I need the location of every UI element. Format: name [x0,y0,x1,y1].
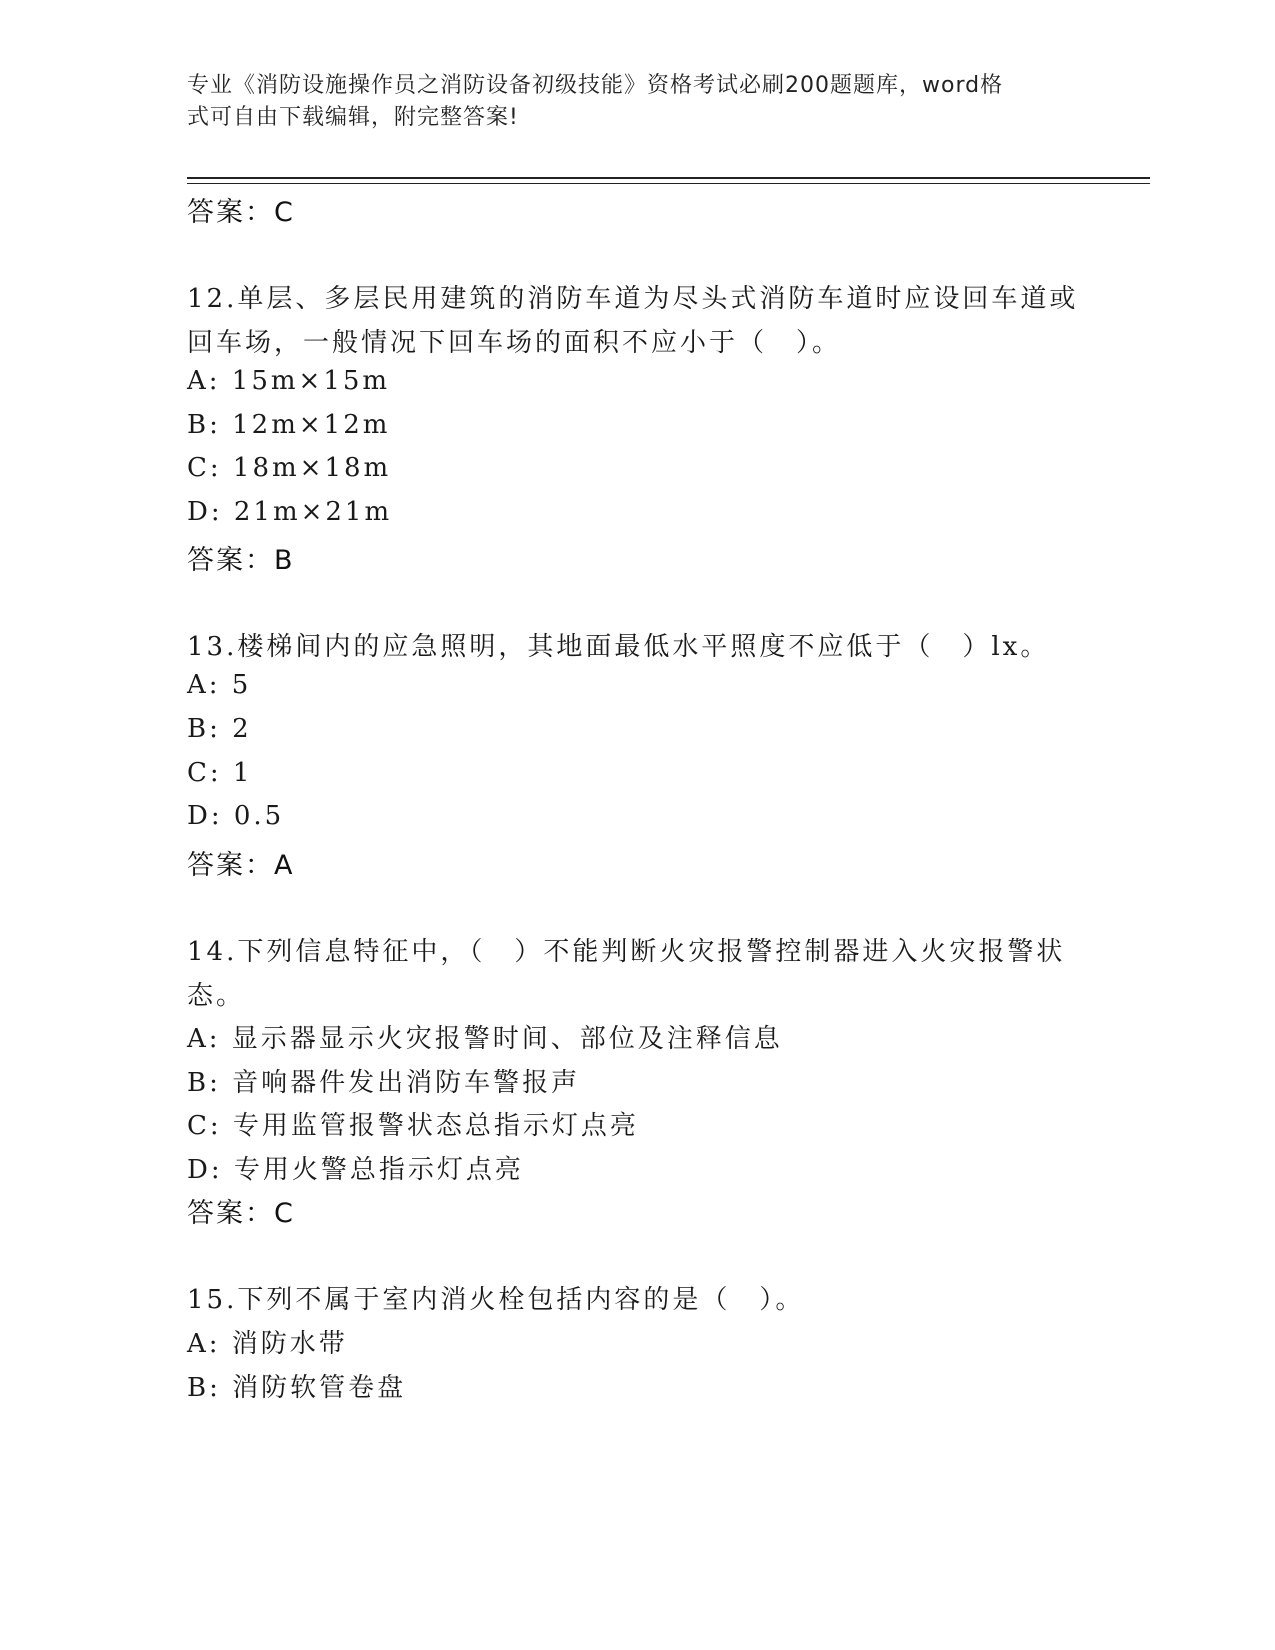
question-13-option-c: C: 1 [187,758,253,788]
question-12-option-a: A: 15m×15m [187,366,391,396]
header-line-1: 专业《消防设施操作员之消防设备初级技能》资格考试必刷200题题库，word格 [187,73,1004,98]
question-15-stem-line-1: 15.下列不属于室内消火栓包括内容的是（ ）。 [187,1285,805,1315]
answer-q11: 答案：C [187,197,295,228]
question-13-option-a: A: 5 [187,670,252,700]
question-12-option-c: C: 18m×18m [187,453,392,483]
answer-q14: 答案：C [187,1198,295,1229]
answer-q12: 答案：B [187,545,295,576]
question-12-stem-line-2: 回车场，一般情况下回车场的面积不应小于（ ）。 [187,328,842,358]
header-rule-thick [187,177,1150,179]
question-14-option-c: C: 专用监管报警状态总指示灯点亮 [187,1111,639,1141]
question-14-stem-line-1: 14.下列信息特征中，（ ）不能判断火灾报警控制器进入火灾报警状 [187,937,1066,967]
question-15-option-a: A: 消防水带 [187,1329,348,1359]
question-12-option-d: D: 21m×21m [187,497,393,527]
question-15-option-b: B: 消防软管卷盘 [187,1373,407,1403]
question-14-option-d: D: 专用火警总指示灯点亮 [187,1155,524,1185]
question-13-option-b: B: 2 [187,714,252,744]
answer-q13: 答案：A [187,850,295,881]
header-rule-thin [187,183,1150,184]
question-14-option-a: A: 显示器显示火灾报警时间、部位及注释信息 [187,1024,783,1054]
question-14-stem-line-2: 态。 [187,981,246,1011]
question-12-stem-line-1: 12.单层、多层民用建筑的消防车道为尽头式消防车道时应设回车道或 [187,284,1079,314]
document-header [187,70,1067,134]
header-line-2: 式可自由下载编辑，附完整答案! [187,105,519,130]
question-13-option-d: D: 0.5 [187,801,285,831]
question-13-stem-line-1: 13.楼梯间内的应急照明，其地面最低水平照度不应低于（ ）lx。 [187,632,1050,662]
question-14-option-b: B: 音响器件发出消防车警报声 [187,1068,581,1098]
question-12-option-b: B: 12m×12m [187,410,391,440]
